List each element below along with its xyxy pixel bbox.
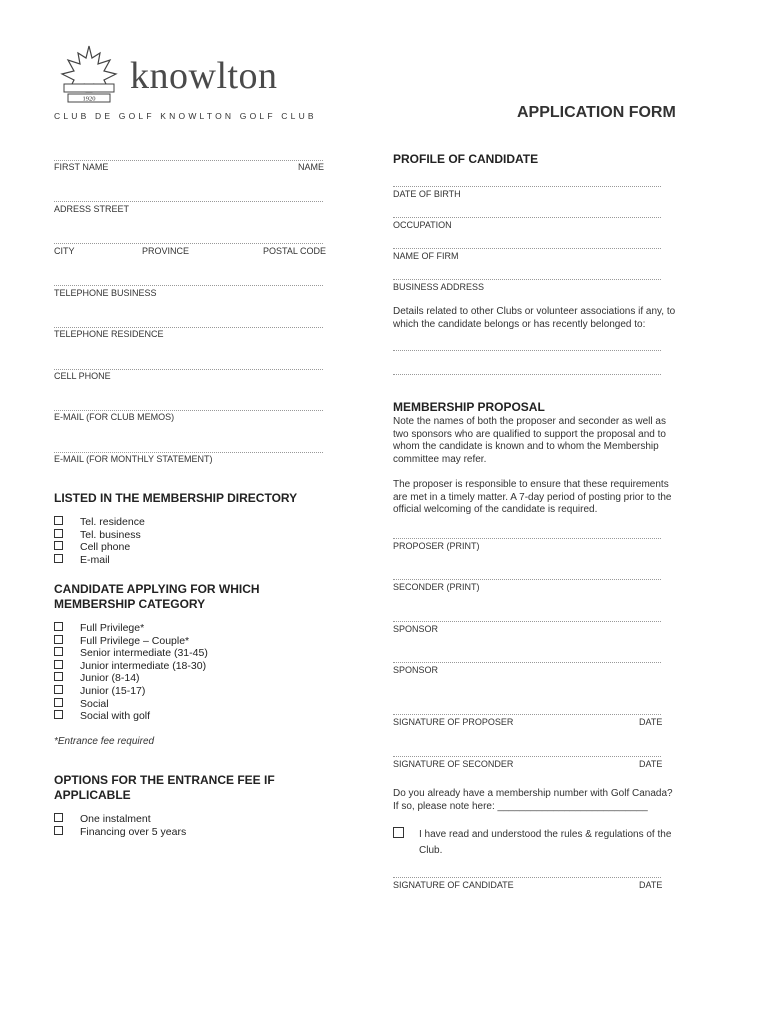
directory-heading: LISTED IN THE MEMBERSHIP DIRECTORY (54, 491, 298, 505)
directory-option[interactable]: Tel. residence (54, 516, 145, 529)
proposer-label: PROPOSER (PRINT) (393, 541, 480, 551)
first-name-label: FIRST NAME (54, 162, 109, 172)
checkbox[interactable] (54, 647, 63, 656)
directory-options (54, 516, 145, 566)
checkbox[interactable] (54, 541, 63, 550)
details-text: Details related to other Clubs or volunteer associations if any, to which the candidate belongs or has recently belonged to: (393, 306, 676, 330)
page-title: APPLICATION FORM (517, 104, 676, 121)
checkbox[interactable] (54, 672, 63, 681)
occupation-label: OCCUPATION (393, 220, 452, 230)
proposal-requirement: The proposer is responsible to ensure that these requirements are met in a timely matter. A 7-day period of posting prior to the official welcoming of the candidate is required. (393, 479, 672, 515)
category-option[interactable]: Junior intermediate (18-30) (54, 660, 208, 673)
club-logo-emblem (54, 44, 124, 104)
address-label: ADRESS STREET (54, 204, 130, 214)
golf-canada-question: Do you already have a membership number with Golf Canada? If so, please note here: ___________________________ (393, 788, 673, 812)
checkbox[interactable] (54, 554, 63, 563)
sponsor1-label: SPONSOR (393, 624, 439, 634)
city-label: CITY (54, 246, 75, 256)
name-label: NAME (298, 162, 325, 172)
sig-proposer-label: SIGNATURE OF PROPOSER (393, 717, 514, 727)
entrance-option[interactable]: Financing over 5 years (54, 826, 186, 839)
proposal-heading: MEMBERSHIP PROPOSAL (393, 400, 545, 414)
club-name-line: CLUB DE GOLF KNOWLTON GOLF CLUB (54, 111, 317, 121)
date-label: DATE (639, 880, 663, 890)
rules-text: I have read and understood the rules & regulations of the Club. (419, 829, 672, 856)
category-options (54, 622, 208, 723)
postal-code-label: POSTAL CODE (263, 246, 327, 256)
profile-heading: PROFILE OF CANDIDATE (393, 152, 539, 166)
checkbox[interactable] (54, 660, 63, 669)
category-option[interactable]: Junior (8-14) (54, 672, 208, 685)
checkbox[interactable] (54, 813, 63, 822)
category-heading: CANDIDATE APPLYING FOR WHICH MEMBERSHIP CATEGORY (54, 582, 260, 611)
category-option[interactable]: Full Privilege – Couple* (54, 635, 208, 648)
province-label: PROVINCE (142, 246, 190, 256)
name-of-firm-label: NAME OF FIRM (393, 251, 459, 261)
email-memos-label: E-MAIL (FOR CLUB MEMOS) (54, 412, 175, 422)
date-of-birth-label: DATE OF BIRTH (393, 189, 461, 199)
category-option[interactable]: Senior intermediate (31-45) (54, 647, 208, 660)
category-option[interactable]: Social with golf (54, 710, 208, 723)
checkbox[interactable] (54, 698, 63, 707)
directory-option[interactable]: Cell phone (54, 541, 145, 554)
tel-business-label: TELEPHONE BUSINESS (54, 288, 157, 298)
category-option[interactable]: Social (54, 698, 208, 711)
checkbox[interactable] (54, 710, 63, 719)
rules-checkbox[interactable] (393, 825, 404, 843)
sig-seconder-label: SIGNATURE OF SECONDER (393, 759, 514, 769)
entrance-heading: OPTIONS FOR THE ENTRANCE FEE IF APPLICABLE (54, 773, 275, 802)
entrance-option[interactable]: One instalment (54, 813, 186, 826)
sig-candidate-label: SIGNATURE OF CANDIDATE (393, 880, 514, 890)
logo-year: 1920 (82, 95, 96, 103)
checkbox[interactable] (54, 826, 63, 835)
category-option[interactable]: Full Privilege* (54, 622, 208, 635)
checkbox[interactable] (54, 635, 63, 644)
date-label: DATE (639, 717, 663, 727)
checkbox[interactable] (54, 685, 63, 694)
directory-option[interactable]: Tel. business (54, 529, 145, 542)
checkbox[interactable] (54, 516, 63, 525)
cell-phone-label: CELL PHONE (54, 371, 111, 381)
business-address-label: BUSINESS ADDRESS (393, 282, 485, 292)
tel-residence-label: TELEPHONE RESIDENCE (54, 329, 164, 339)
directory-option[interactable]: E-mail (54, 554, 145, 567)
checkbox[interactable] (54, 529, 63, 538)
seconder-label: SECONDER (PRINT) (393, 582, 480, 592)
logo-wordmark: knowlton (130, 55, 278, 97)
entrance-options (54, 813, 186, 838)
proposal-note: Note the names of both the proposer and seconder as well as two sponsors who are qualified to support the proposal and to whom the candidate is known and to whom the Membership committee may refer. (393, 416, 666, 465)
date-label: DATE (639, 759, 663, 769)
entrance-fee-note: *Entrance fee required (54, 736, 155, 747)
sponsor2-label: SPONSOR (393, 665, 439, 675)
email-statement-label: E-MAIL (FOR MONTHLY STATEMENT) (54, 454, 213, 464)
checkbox[interactable] (54, 622, 63, 631)
category-option[interactable]: Junior (15-17) (54, 685, 208, 698)
